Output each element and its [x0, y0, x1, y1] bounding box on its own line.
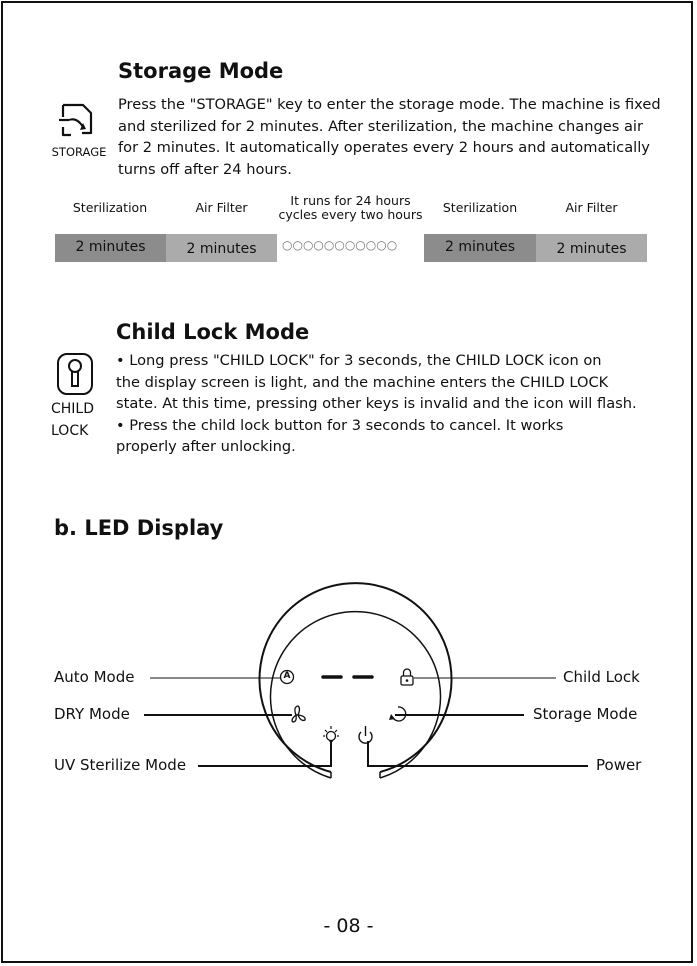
child-lock-line: • Long press "CHILD LOCK" for 3 seconds, the CHILD LOCK icon on [116, 352, 602, 369]
child-lock-line: state. At this time, pressing other keys is invalid and the icon will flash. [116, 395, 637, 413]
storage-mode-heading: Storage Mode [118, 59, 284, 83]
timeline-label-sterilization-2: Sterilization [442, 200, 518, 215]
storage-line: Press the "STORAGE" key to enter the storage mode. The machine is fixed [118, 96, 661, 113]
storage-line: for 2 minutes. It automatically operates every 2 hours and automatically [118, 139, 650, 157]
led-display-heading: b. LED Display [54, 516, 224, 540]
timeline-cycle-line2: cycles every two hours [278, 207, 423, 222]
child-lock-line: • Press the child lock button for 3 seconds to cancel. It works [116, 416, 564, 434]
timeline-segment-sterilization-2: 2 minutes [424, 234, 536, 262]
storage-icon [55, 103, 95, 145]
storage-description [118, 94, 668, 180]
child-lock-line: the display screen is light, and the machine enters the CHILD LOCK [116, 373, 609, 391]
power-label: Power [596, 756, 642, 774]
timeline-segment-air-filter: 2 minutes [166, 234, 277, 262]
child-lock-caption-line2: LOCK [51, 423, 89, 439]
timeline-label-sterilization: Sterilization [72, 200, 148, 215]
timeline-label-cycle [277, 194, 424, 222]
child-lock-label: Child Lock [563, 668, 640, 686]
auto-mode-label: Auto Mode [54, 668, 135, 686]
child-lock-caption-line1: CHILD [51, 401, 95, 417]
timeline-segment-sterilization: 2 minutes [55, 234, 166, 262]
uv-sterilize-label: UV Sterilize Mode [54, 756, 187, 774]
timeline-segment-air-filter-2: 2 minutes [536, 234, 647, 262]
storage-icon-caption: STORAGE [51, 145, 107, 159]
auto-mode-icon-letter: A [283, 671, 291, 681]
child-lock-icon [56, 352, 96, 396]
timeline-label-air-filter-2: Air Filter [565, 200, 618, 215]
page-number: - 08 - [323, 915, 374, 937]
storage-line: turns off after 24 hours. [118, 160, 292, 178]
child-lock-description [116, 350, 676, 458]
child-lock-heading: Child Lock Mode [116, 320, 310, 344]
timeline-dots: ○○○○○○○○○○○ [282, 238, 398, 252]
child-lock-icon-caption [51, 398, 94, 442]
child-lock-line: properly after unlocking. [116, 438, 296, 456]
timeline-cycle-line1: It runs for 24 hours [290, 193, 411, 208]
timeline-label-air-filter: Air Filter [195, 200, 248, 215]
storage-mode-label: Storage Mode [533, 705, 638, 723]
storage-line: and sterilized for 2 minutes. After sterilization, the machine changes air [118, 117, 643, 135]
dry-mode-label: DRY Mode [54, 705, 130, 723]
